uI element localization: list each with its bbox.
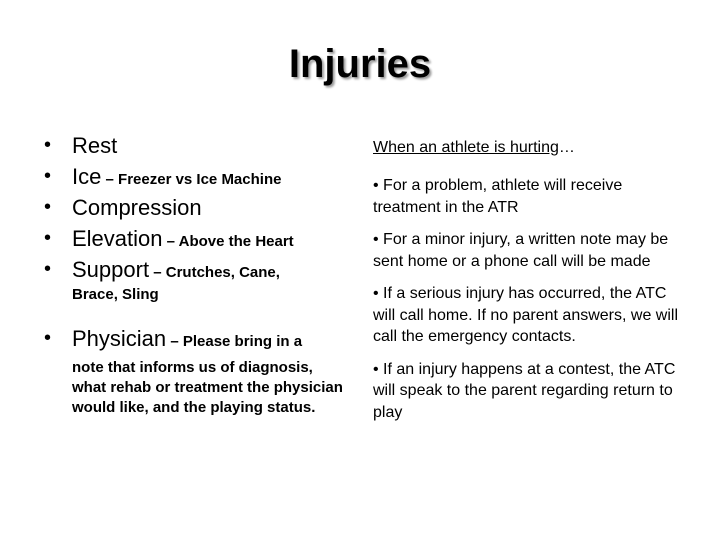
list-item-rest <box>44 130 344 161</box>
section-heading <box>373 137 693 159</box>
bullet-icon: • <box>44 258 52 280</box>
item-detail: – Crutches, Cane, <box>149 264 280 281</box>
item-label: Rest <box>72 133 118 158</box>
bullet-icon: • <box>44 134 52 156</box>
rice-list <box>44 130 344 418</box>
list-item-elevation <box>44 223 344 254</box>
paragraph-problem: • For a problem, athlete will receive treatment in the ATR <box>373 177 623 216</box>
item-label: Physician <box>72 326 167 351</box>
list-item-physician <box>44 323 344 354</box>
paragraph-serious-injury: • If a serious injury has occurred, the ATC will call home. If no parent answers, we will call the emergency contacts. <box>373 285 679 345</box>
when-hurting-section <box>373 137 693 423</box>
item-detail: – Freezer vs Ice Machine <box>101 171 282 188</box>
paragraph-minor-injury: • For a minor injury, a written note may be sent home or a phone call will be made <box>373 231 669 270</box>
list-item-compression <box>44 192 344 223</box>
item-detail: – Above the Heart <box>162 233 294 250</box>
heading-suffix: … <box>558 139 575 156</box>
list-item-support <box>44 254 344 285</box>
heading-text: When an athlete is hurting <box>373 139 559 156</box>
bullet-icon: • <box>44 196 52 218</box>
bullet-icon: • <box>44 165 52 187</box>
item-label: Ice <box>72 164 102 189</box>
item-label: Elevation <box>72 226 163 251</box>
support-continuation: Brace, Sling <box>72 286 159 303</box>
list-item-ice <box>44 161 344 192</box>
item-label: Support <box>72 257 150 282</box>
item-detail: – Please bring in a <box>166 333 303 350</box>
bullet-icon: • <box>44 327 52 349</box>
physician-continuation: note that informs us of diagnosis, what rehab or treatment the physician would like, and the playing status. <box>72 359 343 416</box>
item-label: Compression <box>72 195 202 220</box>
paragraph-contest-injury: • If an injury happens at a contest, the ATC will speak to the parent regarding return to play <box>373 360 676 421</box>
bullet-icon: • <box>44 227 52 249</box>
slide-title: Injuries <box>288 42 432 86</box>
